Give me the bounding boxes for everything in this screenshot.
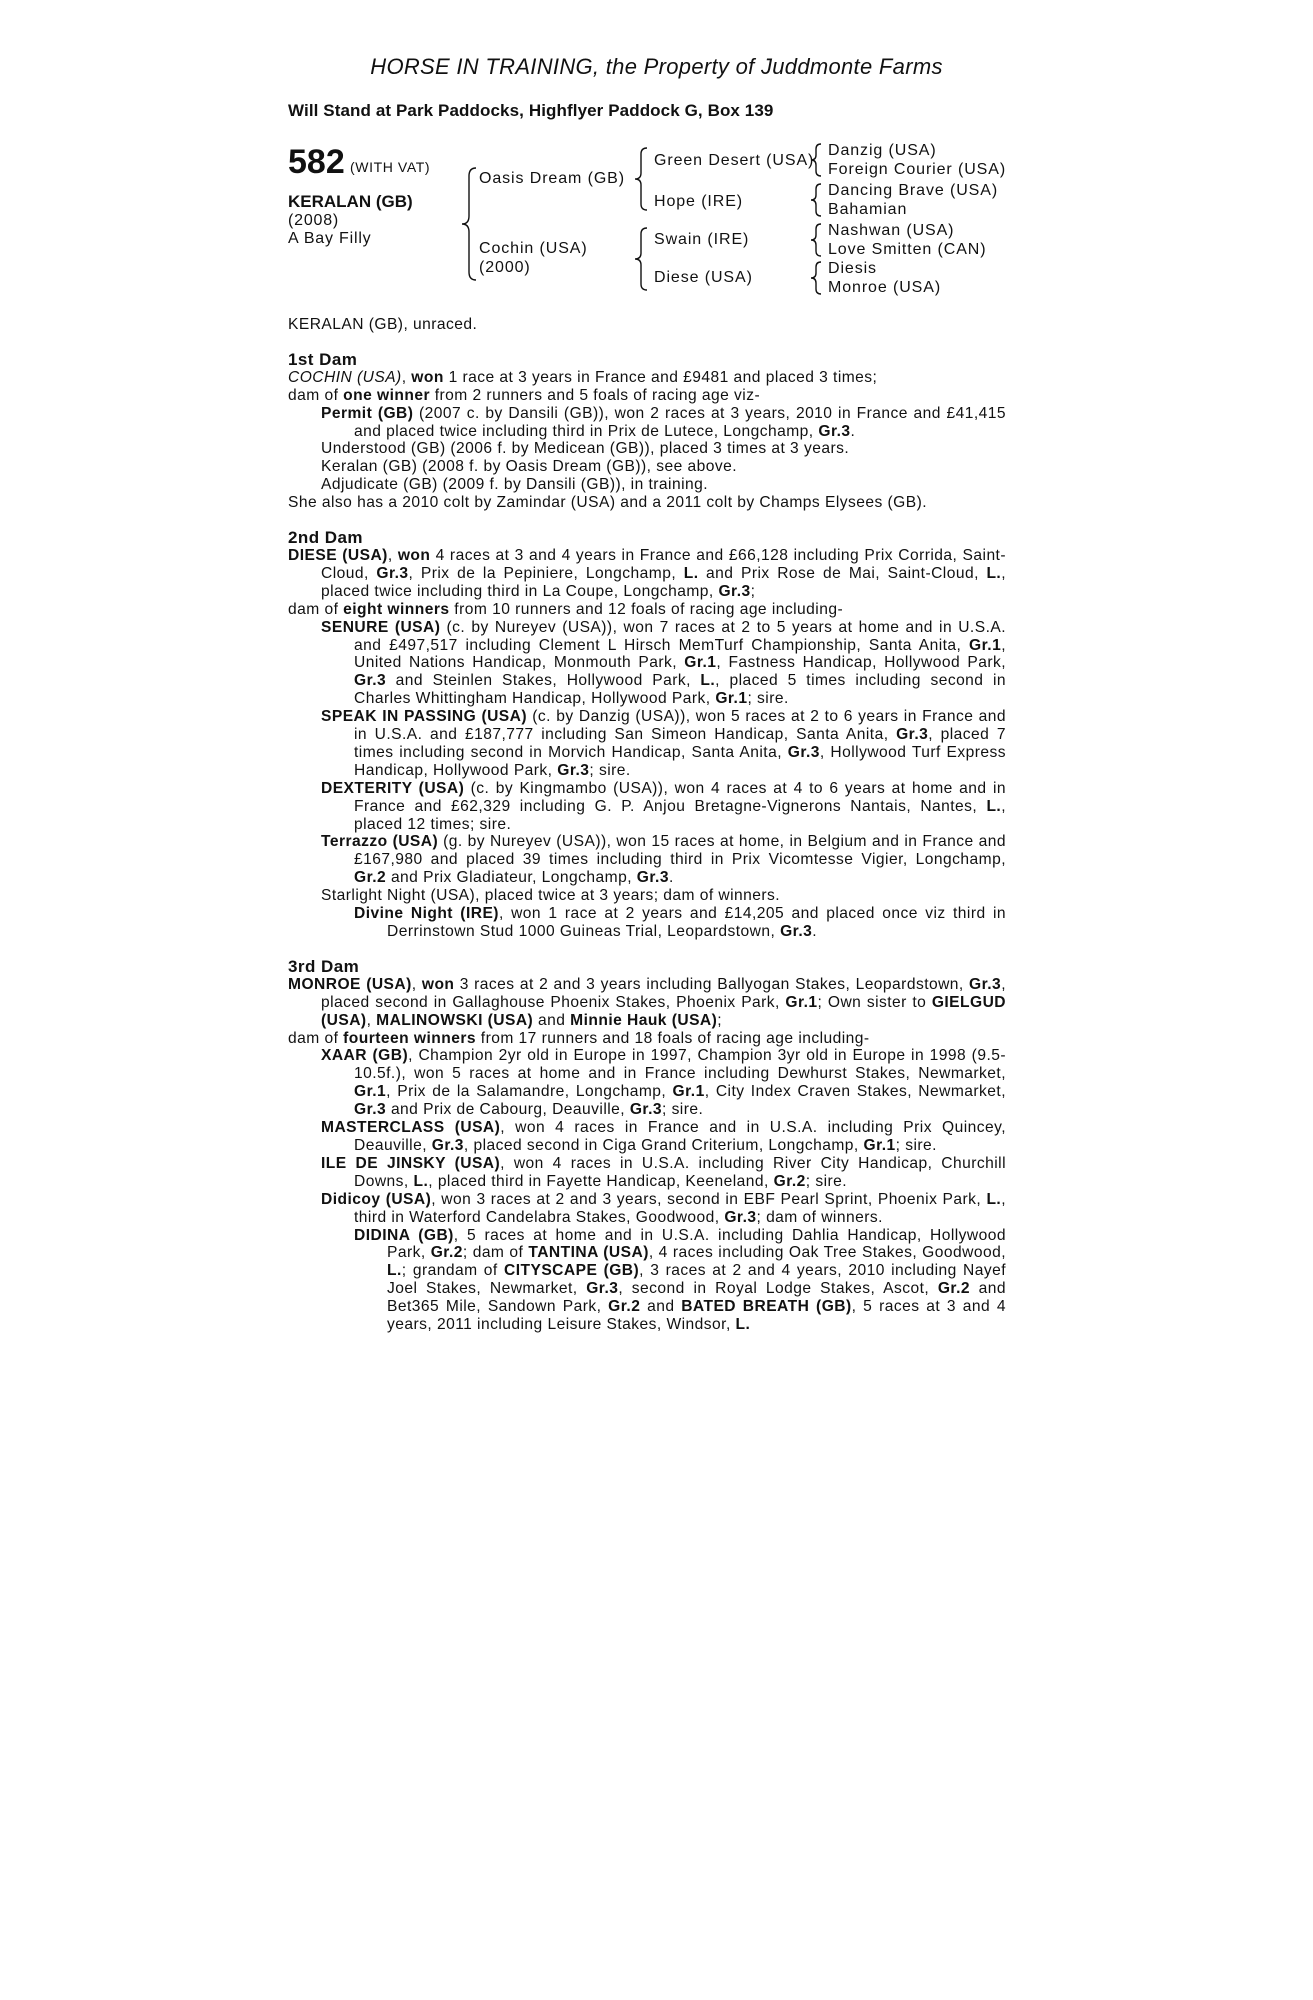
td-g2: Gr.1 bbox=[785, 993, 818, 1011]
speak-c: , Hollywood Turf Express Handicap, Hollywood Park, bbox=[354, 743, 1007, 779]
pedigree-dam-sire: Swain (IRE) bbox=[654, 231, 750, 248]
permit-text: (2007 c. by Dansili (GB)), won 2 races at 3 years, 2010 in France and £41,415 and placed twice including third in Prix de Lutece, Longchamp, bbox=[354, 404, 1007, 440]
pedigree-ggp-1: Danzig (USA) bbox=[828, 142, 937, 159]
pedigree-ggp-3: Dancing Brave (USA) bbox=[828, 182, 999, 199]
didina-g6: L. bbox=[735, 1316, 751, 1334]
produce-divine bbox=[288, 905, 1006, 941]
terrazzo-a: (g. by Nureyev (USA)), won 15 races at home, in Belgium and in France and £167,980 and placed 39 times including third in Prix Vicomtesse Vigier, Longchamp, bbox=[354, 833, 1006, 869]
masterclass-name: MASTERCLASS (USA) bbox=[321, 1119, 501, 1137]
didina-h: and bbox=[640, 1298, 682, 1316]
ile-g1: L. bbox=[413, 1172, 429, 1190]
dexterity-name: DEXTERITY (USA) bbox=[321, 779, 465, 797]
senure-f: ; sire. bbox=[747, 690, 789, 708]
senure-g1: Gr.1 bbox=[969, 636, 1002, 654]
sd-runners: from 10 runners and 12 foals of racing age including- bbox=[449, 600, 844, 618]
didicoy-g2: Gr.3 bbox=[724, 1208, 757, 1226]
td-c4: ; bbox=[717, 1011, 723, 1029]
speak-b: , placed 7 times including second in Morvich Handicap, Santa Anita, bbox=[354, 726, 1006, 761]
first-dam-name: COCHIN (USA) bbox=[288, 368, 402, 386]
xaar-g4: Gr.3 bbox=[629, 1101, 662, 1119]
dexterity-a: (c. by Kingmambo (USA)), won 4 races at 4 to 6 years at home and in France and £62,329 including G. P. Anjou Bretagne-Vignerons Nantais, Nantes, bbox=[354, 779, 1006, 815]
pedigree-dam: Cochin (USA) bbox=[479, 240, 588, 257]
third-dam-won: won bbox=[421, 975, 455, 993]
pedigree-brace-gs3 bbox=[808, 222, 826, 258]
pedigree-sire: Oasis Dream (GB) bbox=[479, 170, 625, 187]
first-dam-winners: one winner bbox=[343, 386, 430, 404]
sd-text-e: ; bbox=[750, 582, 756, 600]
divine-g1: Gr.3 bbox=[780, 923, 813, 940]
senure-d: and Steinlen Stakes, Hollywood Park, bbox=[386, 672, 701, 690]
first-dam-damof: dam of bbox=[288, 386, 344, 404]
didicoy-c: ; dam of winners. bbox=[756, 1208, 883, 1226]
didina-s1: TANTINA (USA) bbox=[528, 1244, 649, 1262]
speak-g1: Gr.3 bbox=[896, 726, 929, 744]
pedigree-ggp-2: Foreign Courier (USA) bbox=[828, 161, 1007, 178]
pedigree-dam-dam: Diese (USA) bbox=[654, 269, 753, 286]
didina-s3: BATED BREATH (GB) bbox=[681, 1298, 852, 1316]
speak-g2: Gr.3 bbox=[787, 743, 820, 761]
ile-c: ; sire. bbox=[805, 1172, 848, 1190]
terrazzo-g2: Gr.3 bbox=[636, 869, 669, 887]
produce-didicoy bbox=[288, 1191, 1006, 1227]
didina-a: , 5 races at home and in U.S.A. including Dahlia Handicap, Hollywood Park, bbox=[387, 1226, 1006, 1262]
xaar-a: , Champion 2yr old in Europe in 1997, Champion 3yr old in Europe in 1998 (9.5-10.5f.), won 5 races at home and in France including Dewhurst Stakes, Newmarket, bbox=[354, 1047, 1006, 1083]
didicoy-g1: L. bbox=[986, 1190, 1002, 1208]
xaar-b: , Prix de la Salamandre, Longchamp, bbox=[386, 1083, 673, 1101]
masterclass-a: , won 4 races in France and in U.S.A. including Prix Quincey, Deauville, bbox=[354, 1119, 1006, 1154]
ile-g2: Gr.2 bbox=[773, 1172, 806, 1190]
divine-a: , won 1 race at 2 years and £14,205 and placed once viz third in Derrinstown Stud 1000 Guineas Trial, Leopardstown, bbox=[387, 905, 1006, 940]
didina-f: , second in Royal Lodge Stakes, Ascot, bbox=[618, 1280, 938, 1298]
senure-e: , placed 5 times including second in Charles Whittingham Handicap, Hollywood Park, bbox=[354, 672, 1006, 708]
masterclass-c: ; sire. bbox=[895, 1136, 937, 1154]
didina-g2: L. bbox=[387, 1262, 402, 1280]
sd-text-d: , placed twice including third in La Coupe, Longchamp, bbox=[321, 564, 1006, 600]
didina-name: DIDINA (GB) bbox=[354, 1226, 454, 1244]
td-winners: fourteen winners bbox=[343, 1029, 476, 1047]
xaar-g1: Gr.1 bbox=[354, 1083, 387, 1101]
xaar-c: , City Index Craven Stakes, Newmarket, bbox=[704, 1083, 1006, 1101]
senure-b: , United Nations Handicap, Monmouth Park, bbox=[354, 636, 1006, 672]
sd-grade-1: Gr.3 bbox=[376, 564, 409, 582]
first-dam-produce bbox=[288, 387, 1006, 405]
produce-dexterity bbox=[288, 780, 1006, 834]
xaar-name: XAAR (GB) bbox=[321, 1047, 409, 1065]
divine-name: Divine Night (IRE) bbox=[354, 905, 499, 923]
permit-grade: Gr.3 bbox=[818, 422, 851, 440]
unraced-note: KERALAN (GB), unraced. bbox=[288, 316, 478, 333]
terrazzo-b: and Prix Gladiateur, Longchamp, bbox=[386, 869, 637, 887]
pedigree-brace-gs2 bbox=[808, 182, 826, 218]
senure-c: , Fastness Handicap, Hollywood Park, bbox=[716, 654, 1006, 672]
td-sister-3: Minnie Hauk (USA) bbox=[570, 1011, 718, 1029]
pedigree-ggp-4: Bahamian bbox=[828, 201, 908, 218]
produce-masterclass bbox=[288, 1119, 1006, 1155]
horse-name: KERALAN (GB) bbox=[288, 192, 413, 211]
dexterity-b: , placed 12 times; sire. bbox=[354, 797, 1006, 833]
didicoy-a: , won 3 races at 2 and 3 years, second in EBF Pearl Sprint, Phoenix Park, bbox=[431, 1190, 987, 1208]
masterclass-g2: Gr.1 bbox=[863, 1136, 896, 1154]
xaar-d: and Prix de Cabourg, Deauville, bbox=[386, 1101, 630, 1119]
td-sister-1: GIELGUD (USA) bbox=[321, 993, 1007, 1029]
td-b: , placed second in Gallaghouse Phoenix Stakes, Phoenix Park, bbox=[321, 975, 1006, 1011]
senure-name: SENURE (USA) bbox=[321, 618, 441, 636]
permit-end: . bbox=[850, 422, 856, 440]
td-c: ; Own sister to bbox=[817, 993, 932, 1011]
produce-permit bbox=[288, 405, 1006, 441]
pedigree-brace-dam bbox=[633, 226, 653, 292]
didina-e: , 3 races at 2 and 4 years, 2010 including Nayef Joel Stakes, Newmarket, bbox=[387, 1262, 1007, 1298]
produce-ile-de-jinsky bbox=[288, 1155, 1006, 1191]
terrazzo-name: Terrazzo (USA) bbox=[321, 833, 439, 851]
td-damof: dam of bbox=[288, 1029, 344, 1047]
didicoy-name: Didicoy (USA) bbox=[321, 1190, 432, 1208]
second-dam-name: DIESE (USA) bbox=[288, 546, 388, 564]
pedigree-brace-sire bbox=[633, 146, 653, 212]
horse-description: A Bay Filly bbox=[288, 230, 372, 247]
sd-text-b: , Prix de la Pepiniere, Longchamp, bbox=[408, 564, 684, 582]
terrazzo-g1: Gr.2 bbox=[354, 869, 387, 887]
second-dam-won: won bbox=[397, 546, 431, 564]
td-runners: from 17 runners and 18 foals of racing age including- bbox=[476, 1029, 870, 1047]
speak-g3: Gr.3 bbox=[557, 761, 590, 779]
didina-g3: Gr.3 bbox=[586, 1280, 619, 1298]
produce-keralan: Keralan (GB) (2008 f. by Oasis Dream (GB)), see above. bbox=[321, 458, 738, 476]
didina-c: , 4 races including Oak Tree Stakes, Goodwood, bbox=[648, 1244, 1006, 1262]
td-sister-2: MALINOWSKI (USA) bbox=[376, 1011, 534, 1029]
senure-g4: L. bbox=[700, 672, 716, 690]
senure-a: (c. by Nureyev (USA)), won 7 races at 2 to 5 years at home and in U.S.A. and £497,517 including Clement L Hirsch MemTurf Championship, Santa Anita, bbox=[354, 618, 1006, 654]
didina-s2: CITYSCAPE (GB) bbox=[504, 1262, 640, 1280]
produce-xaar bbox=[288, 1047, 1006, 1119]
ile-name: ILE DE JINSKY (USA) bbox=[321, 1154, 501, 1172]
senure-g3: Gr.3 bbox=[354, 672, 387, 690]
ile-a: , won 4 races in U.S.A. including River City Handicap, Churchill Downs, bbox=[354, 1154, 1006, 1190]
pedigree-dam-year: (2000) bbox=[479, 259, 531, 276]
didina-g1: Gr.2 bbox=[430, 1244, 463, 1262]
second-dam-record: DIESE (USA), won 4 races at 3 and 4 years in France and £66,128 including Prix Corrida, Saint-Cloud, Gr.3, Prix de la Pepiniere, Longchamp, L. and Prix Rose de Mai, Saint-Cloud, L., placed twice including third in La Coupe, Longchamp, Gr.3; bbox=[288, 546, 1006, 600]
catalogue-header: HORSE IN TRAINING, the Property of Juddmonte Farms bbox=[370, 54, 943, 79]
pedigree-ggp-5: Nashwan (USA) bbox=[828, 222, 955, 239]
produce-speak bbox=[288, 708, 1006, 780]
vat-note: (WITH VAT) bbox=[350, 159, 431, 175]
first-dam-won: won bbox=[411, 368, 444, 386]
first-dam-record: COCHIN (USA), won 1 race at 3 years in France and £9481 and placed 3 times; bbox=[288, 368, 878, 386]
masterclass-b: , placed second in Ciga Grand Criterium, Longchamp, bbox=[463, 1136, 864, 1154]
produce-terrazzo bbox=[288, 833, 1006, 887]
catalogue-body bbox=[288, 316, 1006, 1334]
second-dam-title: 2nd Dam bbox=[288, 528, 363, 548]
didina-g5: Gr.2 bbox=[608, 1298, 641, 1316]
td-a: 3 races at 2 and 3 years including Ballyogan Stakes, Leopardstown, bbox=[454, 975, 970, 993]
horse-year: (2008) bbox=[288, 212, 340, 229]
produce-adjudicate: Adjudicate (GB) (2009 f. by Dansili (GB)), in training. bbox=[321, 476, 709, 494]
pedigree-ggp-8: Monroe (USA) bbox=[828, 279, 942, 296]
permit-name: Permit (GB) bbox=[321, 404, 414, 422]
produce-starlight: Starlight Night (USA), placed twice at 3 years; dam of winners. bbox=[321, 887, 781, 905]
pedigree-ggp-6: Love Smitten (CAN) bbox=[828, 241, 987, 258]
didina-b: ; dam of bbox=[462, 1244, 529, 1262]
sd-grade-3: L. bbox=[986, 564, 1002, 582]
dexterity-g1: L. bbox=[986, 797, 1002, 815]
ile-b: , placed third in Fayette Handicap, Keeneland, bbox=[428, 1172, 774, 1190]
produce-senure bbox=[288, 619, 1006, 709]
xaar-e: ; sire. bbox=[662, 1101, 704, 1119]
td-c2: , bbox=[366, 1011, 377, 1029]
third-dam-name: MONROE (USA) bbox=[288, 975, 412, 993]
senure-g5: Gr.1 bbox=[715, 690, 748, 708]
pedigree-ggp-7: Diesis bbox=[828, 260, 877, 277]
td-g1: Gr.3 bbox=[969, 975, 1002, 993]
didina-g4: Gr.2 bbox=[937, 1280, 970, 1298]
td-c3: and bbox=[533, 1011, 571, 1029]
didicoy-b: , third in Waterford Candelabra Stakes, Goodwood, bbox=[354, 1190, 1006, 1226]
produce-understood: Understood (GB) (2006 f. by Medicean (GB)), placed 3 times at 3 years. bbox=[321, 440, 850, 458]
first-dam-title: 1st Dam bbox=[288, 349, 358, 369]
third-dam-produce bbox=[288, 1030, 1006, 1048]
xaar-g2: Gr.1 bbox=[672, 1083, 705, 1101]
lot-number: 582 bbox=[288, 143, 345, 181]
sd-text-a: 4 races at 3 and 4 years in France and £66,128 including Prix Corrida, Saint-Cloud, bbox=[321, 546, 1006, 582]
speak-a: (c. by Danzig (USA)), won 5 races at 2 to 6 years in France and in U.S.A. and £187,777 including San Simeon Handicap, Santa Anita, bbox=[354, 708, 1006, 744]
didina-i: , 5 races at 3 and 4 years, 2011 including Leisure Stakes, Windsor, bbox=[387, 1298, 1007, 1334]
sd-text-c: and Prix Rose de Mai, Saint-Cloud, bbox=[698, 564, 987, 582]
masterclass-g1: Gr.3 bbox=[431, 1136, 464, 1154]
pedigree-brace-gs4 bbox=[808, 260, 826, 296]
pedigree-sire-sire: Green Desert (USA) bbox=[654, 152, 815, 169]
speak-d: ; sire. bbox=[589, 761, 631, 779]
first-dam-text: 1 race at 3 years in France and £9481 and placed 3 times; bbox=[443, 368, 878, 386]
third-dam-title: 3rd Dam bbox=[288, 956, 360, 976]
second-dam-produce bbox=[288, 601, 1006, 619]
produce-also: She also has a 2010 colt by Zamindar (USA) and a 2011 colt by Champs Elysees (GB). bbox=[288, 494, 927, 512]
first-dam-runners: from 2 runners and 5 foals of racing age viz- bbox=[429, 386, 761, 404]
sd-damof: dam of bbox=[288, 600, 344, 618]
terrazzo-c: . bbox=[668, 869, 674, 887]
didina-g: and Bet365 Mile, Sandown Park, bbox=[387, 1280, 1007, 1316]
speak-name: SPEAK IN PASSING (USA) bbox=[321, 708, 528, 726]
third-dam-record: MONROE (USA), won 3 races at 2 and 3 years including Ballyogan Stakes, Leopardstown, Gr.3, placed second in Gallaghouse Phoenix Stakes, Phoenix Park, Gr.1; Own sister to GIELGUD (USA), MALINOWSKI (USA) and Minnie Hauk (USA); bbox=[288, 975, 1007, 1029]
sd-winners: eight winners bbox=[343, 600, 450, 618]
senure-g2: Gr.1 bbox=[684, 654, 717, 672]
sd-grade-4: Gr.3 bbox=[718, 582, 751, 600]
produce-didina bbox=[288, 1227, 1006, 1334]
pedigree-sire-dam: Hope (IRE) bbox=[654, 193, 744, 210]
divine-b: . bbox=[812, 923, 818, 940]
stand-location: Will Stand at Park Paddocks, Highflyer Paddock G, Box 139 bbox=[288, 101, 774, 120]
didina-d: ; grandam of bbox=[401, 1262, 504, 1280]
xaar-g3: Gr.3 bbox=[354, 1101, 387, 1119]
sd-grade-2: L. bbox=[683, 564, 699, 582]
